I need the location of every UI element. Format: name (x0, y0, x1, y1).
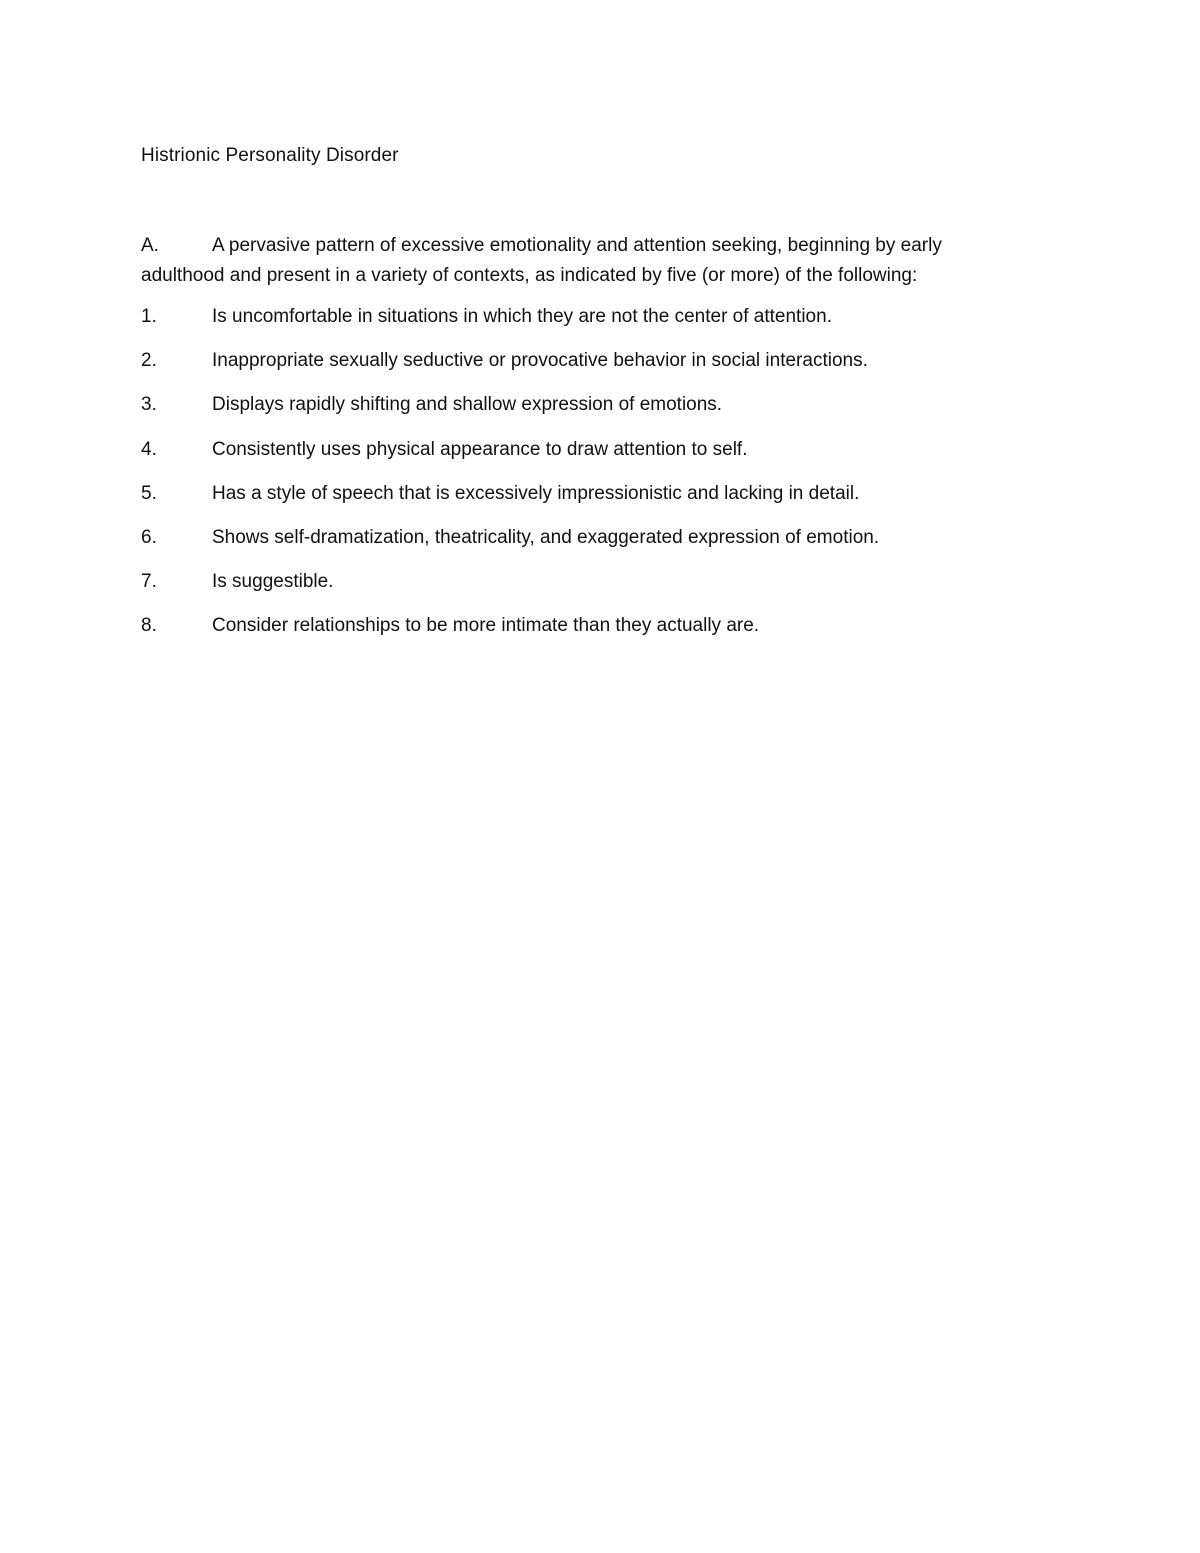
item-number: 2. (141, 350, 157, 372)
criteria-list (141, 305, 879, 659)
item-text: Consistently uses physical appearance to draw attention to self. (212, 438, 748, 460)
item-text: Consider relationships to be more intimate than they actually are. (212, 615, 760, 637)
criterion-a-text-line1: A pervasive pattern of excessive emotionality and attention seeking, beginning by early (212, 235, 942, 256)
item-number: 6. (141, 526, 157, 548)
item-text: Has a style of speech that is excessively impressionistic and lacking in detail. (212, 482, 860, 504)
item-number: 3. (141, 394, 157, 416)
item-number: 7. (141, 571, 157, 593)
item-number: 8. (141, 615, 157, 637)
criterion-a (141, 231, 1021, 291)
item-text: Inappropriate sexually seductive or provocative behavior in social interactions. (212, 350, 868, 372)
criteria-list-item (141, 438, 879, 482)
criteria-list-item (141, 614, 879, 658)
criteria-list-item (141, 349, 879, 393)
item-number: 5. (141, 482, 157, 504)
item-text: Is suggestible. (212, 571, 334, 593)
item-number: 1. (141, 306, 157, 327)
criterion-a-marker: A. (141, 235, 159, 256)
item-text: Shows self-dramatization, theatricality, and exaggerated expression of emotion. (212, 526, 880, 548)
criterion-a-first-line (141, 231, 1021, 261)
criteria-list-item (141, 393, 879, 437)
criterion-a-text-line2: adulthood and present in a variety of contexts, as indicated by five (or more) of the following: (141, 265, 918, 286)
item-text: Displays rapidly shifting and shallow expression of emotions. (212, 394, 723, 416)
item-text: Is uncomfortable in situations in which they are not the center of attention. (212, 306, 832, 327)
criteria-list-item (141, 526, 879, 570)
item-number: 4. (141, 438, 157, 460)
criteria-list-item (141, 305, 879, 349)
criteria-list-item (141, 570, 879, 614)
criteria-list-item (141, 482, 879, 526)
document-title: Histrionic Personality Disorder (141, 145, 399, 166)
